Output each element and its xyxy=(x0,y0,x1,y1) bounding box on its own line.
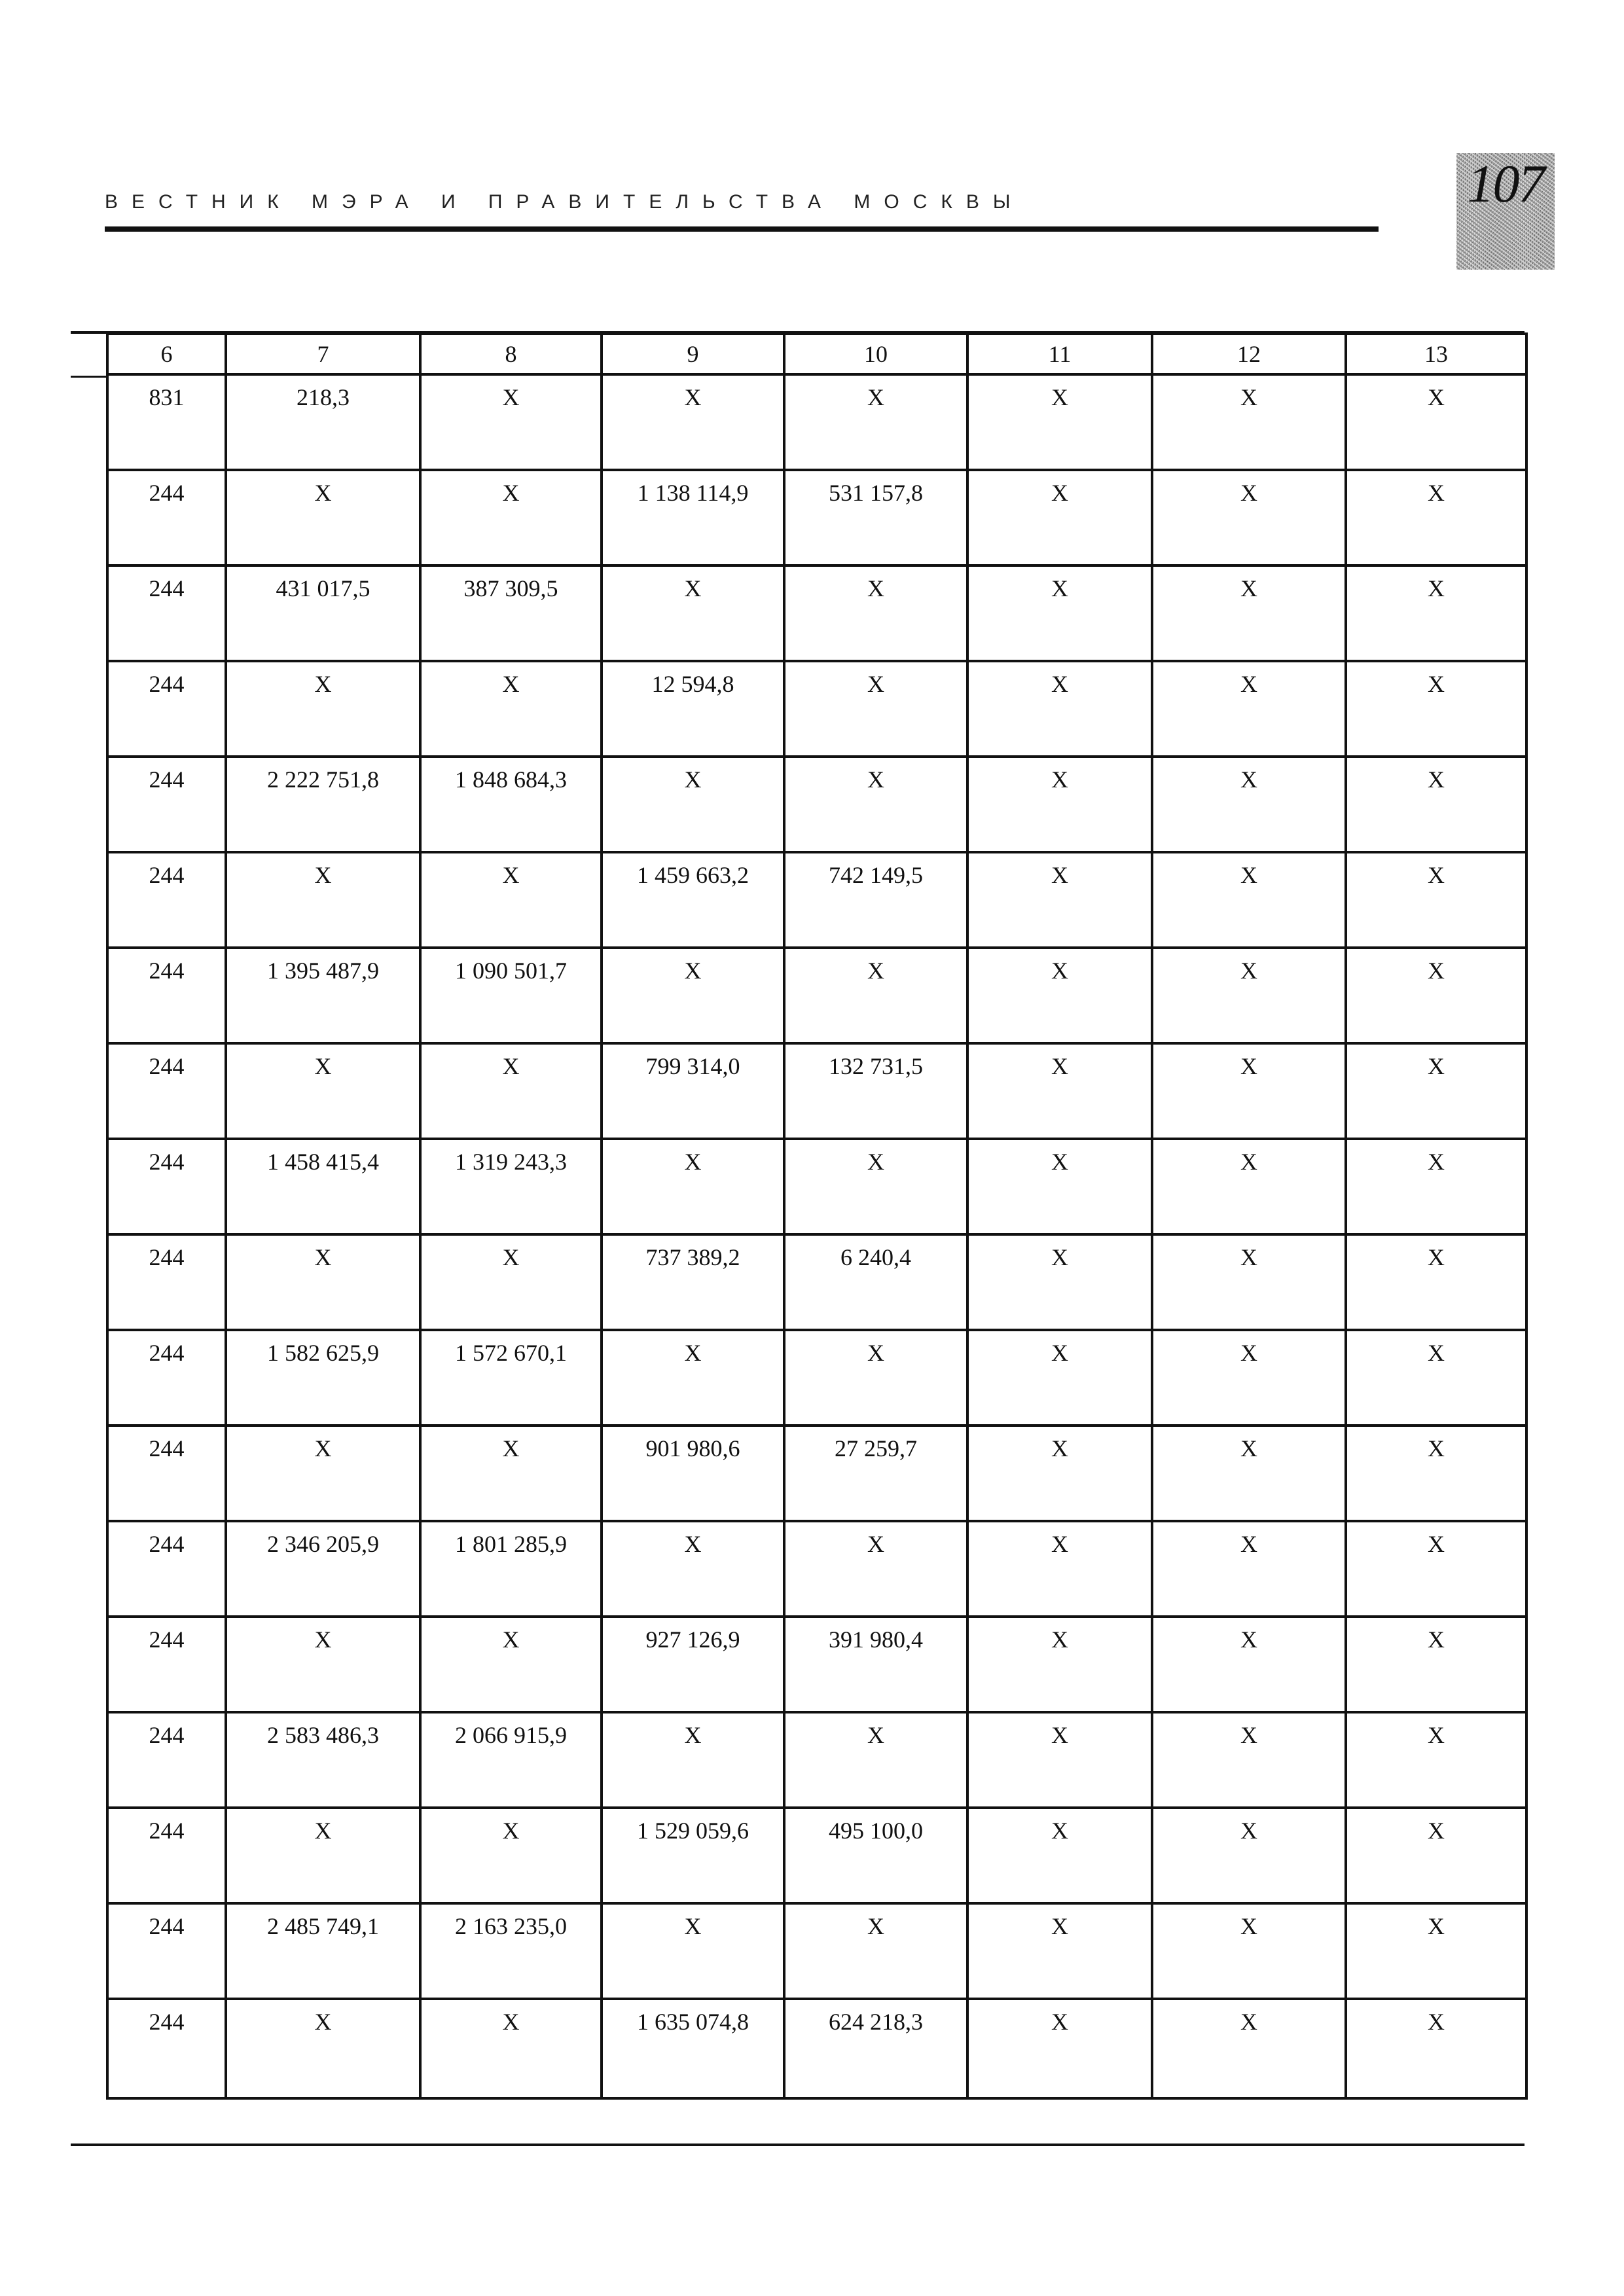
table-cell: Х xyxy=(1346,1712,1526,1808)
table-cell: Х xyxy=(226,1043,420,1139)
table-cell: 1 395 487,9 xyxy=(226,948,420,1043)
table-cell: Х xyxy=(1152,661,1346,757)
table-cell: 1 635 074,8 xyxy=(602,1999,784,2098)
table-cell: Х xyxy=(967,757,1152,852)
table-cell: Х xyxy=(784,1903,967,1999)
table-cell: 244 xyxy=(107,1234,226,1330)
table-row xyxy=(107,757,1526,852)
table-cell: Х xyxy=(1152,1234,1346,1330)
table-cell: Х xyxy=(1152,374,1346,470)
data-table xyxy=(106,332,1528,2100)
table-cell: Х xyxy=(420,1617,602,1712)
table-cell: Х xyxy=(420,661,602,757)
table-cell: Х xyxy=(784,757,967,852)
table-cell: Х xyxy=(1346,470,1526,565)
table-row xyxy=(107,1139,1526,1234)
header-row xyxy=(107,334,1526,374)
table-cell: Х xyxy=(1346,1330,1526,1426)
table-cell: Х xyxy=(226,661,420,757)
column-header: 11 xyxy=(967,334,1152,374)
table-cell: 132 731,5 xyxy=(784,1043,967,1139)
table-cell: 27 259,7 xyxy=(784,1426,967,1521)
table-cell: Х xyxy=(967,1903,1152,1999)
table-cell: 387 309,5 xyxy=(420,565,602,661)
column-header: 13 xyxy=(1346,334,1526,374)
table-row xyxy=(107,1521,1526,1617)
table-cell: Х xyxy=(784,565,967,661)
table-cell: 244 xyxy=(107,1808,226,1903)
table-cell: Х xyxy=(1346,948,1526,1043)
table-cell: Х xyxy=(967,1521,1152,1617)
table-cell: 244 xyxy=(107,757,226,852)
table-cell: Х xyxy=(226,1426,420,1521)
table-row xyxy=(107,1903,1526,1999)
table-cell: 431 017,5 xyxy=(226,565,420,661)
table-cell: 244 xyxy=(107,1999,226,2098)
table-cell: Х xyxy=(967,1043,1152,1139)
table-row xyxy=(107,1426,1526,1521)
table-cell: Х xyxy=(420,852,602,948)
table-cell: Х xyxy=(602,1712,784,1808)
table-cell: Х xyxy=(1346,1808,1526,1903)
table-cell: 244 xyxy=(107,852,226,948)
table-cell: Х xyxy=(967,1426,1152,1521)
column-header: 10 xyxy=(784,334,967,374)
table-cell: 244 xyxy=(107,1426,226,1521)
table-cell: 901 980,6 xyxy=(602,1426,784,1521)
table-cell: 1 572 670,1 xyxy=(420,1330,602,1426)
table-cell: Х xyxy=(226,470,420,565)
header-rule xyxy=(105,226,1379,232)
table-cell: 495 100,0 xyxy=(784,1808,967,1903)
table-cell: 244 xyxy=(107,1521,226,1617)
table-cell: Х xyxy=(1152,1903,1346,1999)
table-cell: 244 xyxy=(107,1043,226,1139)
table-cell: Х xyxy=(784,1139,967,1234)
table-cell: Х xyxy=(1152,1808,1346,1903)
table-cell: Х xyxy=(1152,1330,1346,1426)
table-cell: 218,3 xyxy=(226,374,420,470)
table-cell: Х xyxy=(1152,1043,1346,1139)
column-header: 6 xyxy=(107,334,226,374)
table-cell: Х xyxy=(602,1903,784,1999)
table-cell: Х xyxy=(226,1617,420,1712)
table-cell: 244 xyxy=(107,1712,226,1808)
table-row xyxy=(107,1808,1526,1903)
table-row xyxy=(107,948,1526,1043)
table-cell: Х xyxy=(1152,852,1346,948)
table-cell: Х xyxy=(967,1999,1152,2098)
table-row xyxy=(107,852,1526,948)
table-cell: Х xyxy=(420,1808,602,1903)
table-cell: Х xyxy=(226,1999,420,2098)
table-row xyxy=(107,1712,1526,1808)
table-cell: Х xyxy=(602,757,784,852)
table-cell: Х xyxy=(1152,948,1346,1043)
table-cell: Х xyxy=(967,1234,1152,1330)
column-header: 8 xyxy=(420,334,602,374)
table-cell: 244 xyxy=(107,1903,226,1999)
table-cell: Х xyxy=(967,852,1152,948)
table-row xyxy=(107,565,1526,661)
table-cell: Х xyxy=(420,1426,602,1521)
table-cell: 244 xyxy=(107,470,226,565)
table-cell: 1 458 415,4 xyxy=(226,1139,420,1234)
table-cell: 244 xyxy=(107,565,226,661)
table-cell: Х xyxy=(967,1808,1152,1903)
table-cell: Х xyxy=(226,852,420,948)
table-cell: Х xyxy=(1152,1617,1346,1712)
column-header: 9 xyxy=(602,334,784,374)
table-left-tick xyxy=(71,376,107,378)
table-cell: Х xyxy=(967,1617,1152,1712)
table-cell: Х xyxy=(784,661,967,757)
table-cell: Х xyxy=(1346,374,1526,470)
table-cell: Х xyxy=(420,470,602,565)
table-cell: 1 319 243,3 xyxy=(420,1139,602,1234)
table-cell: Х xyxy=(1152,470,1346,565)
table-row xyxy=(107,1617,1526,1712)
table-cell: Х xyxy=(1152,1426,1346,1521)
table-cell: Х xyxy=(967,948,1152,1043)
column-header: 12 xyxy=(1152,334,1346,374)
table-cell: Х xyxy=(602,948,784,1043)
table-cell: Х xyxy=(1346,1521,1526,1617)
table-row xyxy=(107,1999,1526,2098)
table-cell: 2 066 915,9 xyxy=(420,1712,602,1808)
table-row xyxy=(107,1330,1526,1426)
table-cell: Х xyxy=(967,374,1152,470)
table-cell: 831 xyxy=(107,374,226,470)
table-cell: Х xyxy=(967,565,1152,661)
table-cell: Х xyxy=(784,1521,967,1617)
table-cell: 531 157,8 xyxy=(784,470,967,565)
table-cell: Х xyxy=(1152,757,1346,852)
table-row xyxy=(107,374,1526,470)
table-cell: 244 xyxy=(107,1617,226,1712)
table-cell: 391 980,4 xyxy=(784,1617,967,1712)
table-cell: Х xyxy=(1152,1139,1346,1234)
table-cell: Х xyxy=(1152,1999,1346,2098)
table-cell: Х xyxy=(602,374,784,470)
table-row xyxy=(107,661,1526,757)
table-cell: Х xyxy=(226,1234,420,1330)
table-cell: Х xyxy=(1346,1617,1526,1712)
table-cell: Х xyxy=(784,948,967,1043)
table-cell: 742 149,5 xyxy=(784,852,967,948)
table-cell: Х xyxy=(1346,565,1526,661)
table-cell: Х xyxy=(602,1521,784,1617)
page-number: 107 xyxy=(1467,154,1544,213)
table-cell: Х xyxy=(1346,1043,1526,1139)
table-bottom-rule xyxy=(71,2144,1525,2146)
table-cell: 1 848 684,3 xyxy=(420,757,602,852)
table-cell: Х xyxy=(420,1043,602,1139)
table-cell: 244 xyxy=(107,948,226,1043)
table-cell: 2 583 486,3 xyxy=(226,1712,420,1808)
table-cell: Х xyxy=(1346,852,1526,948)
table-cell: Х xyxy=(784,374,967,470)
table-cell: 624 218,3 xyxy=(784,1999,967,2098)
table-cell: 2 222 751,8 xyxy=(226,757,420,852)
table-cell: 6 240,4 xyxy=(784,1234,967,1330)
table-cell: Х xyxy=(420,374,602,470)
table-cell: 12 594,8 xyxy=(602,661,784,757)
table-cell: Х xyxy=(1346,1999,1526,2098)
table-cell: 1 459 663,2 xyxy=(602,852,784,948)
table-cell: 2 346 205,9 xyxy=(226,1521,420,1617)
table-cell: 1 529 059,6 xyxy=(602,1808,784,1903)
table-row xyxy=(107,1234,1526,1330)
table-cell: Х xyxy=(1346,1139,1526,1234)
table-cell: Х xyxy=(967,661,1152,757)
table-cell: Х xyxy=(967,1139,1152,1234)
table-cell: Х xyxy=(1152,1521,1346,1617)
table-cell: Х xyxy=(967,1712,1152,1808)
table-cell: Х xyxy=(1346,1426,1526,1521)
table-cell: 244 xyxy=(107,1330,226,1426)
table-cell: Х xyxy=(967,1330,1152,1426)
table-cell: 927 126,9 xyxy=(602,1617,784,1712)
table-cell: 1 582 625,9 xyxy=(226,1330,420,1426)
table-cell: 1 090 501,7 xyxy=(420,948,602,1043)
page-number-badge xyxy=(1456,153,1555,270)
table-cell: Х xyxy=(1346,1903,1526,1999)
journal-title: ВЕСТНИК МЭРА И ПРАВИТЕЛЬСТВА МОСКВЫ xyxy=(105,191,1024,213)
table-cell: 1 138 114,9 xyxy=(602,470,784,565)
table-cell: Х xyxy=(420,1999,602,2098)
table-cell: 1 801 285,9 xyxy=(420,1521,602,1617)
table-cell: Х xyxy=(420,1234,602,1330)
table-cell: Х xyxy=(1152,1712,1346,1808)
table-cell: Х xyxy=(784,1330,967,1426)
table-cell: 244 xyxy=(107,1139,226,1234)
table-cell: Х xyxy=(226,1808,420,1903)
table-cell: Х xyxy=(602,1139,784,1234)
table-cell: Х xyxy=(602,565,784,661)
table-cell: 2 163 235,0 xyxy=(420,1903,602,1999)
table-cell: Х xyxy=(1152,565,1346,661)
column-header: 7 xyxy=(226,334,420,374)
table-cell: Х xyxy=(967,470,1152,565)
table-body xyxy=(107,374,1526,2098)
table-row xyxy=(107,1043,1526,1139)
table-cell: Х xyxy=(602,1330,784,1426)
table-cell: 737 389,2 xyxy=(602,1234,784,1330)
table-cell: 244 xyxy=(107,661,226,757)
table-cell: 2 485 749,1 xyxy=(226,1903,420,1999)
table-cell: 799 314,0 xyxy=(602,1043,784,1139)
table-cell: Х xyxy=(784,1712,967,1808)
table-cell: Х xyxy=(1346,757,1526,852)
table-cell: Х xyxy=(1346,661,1526,757)
table-row xyxy=(107,470,1526,565)
table-cell: Х xyxy=(1346,1234,1526,1330)
